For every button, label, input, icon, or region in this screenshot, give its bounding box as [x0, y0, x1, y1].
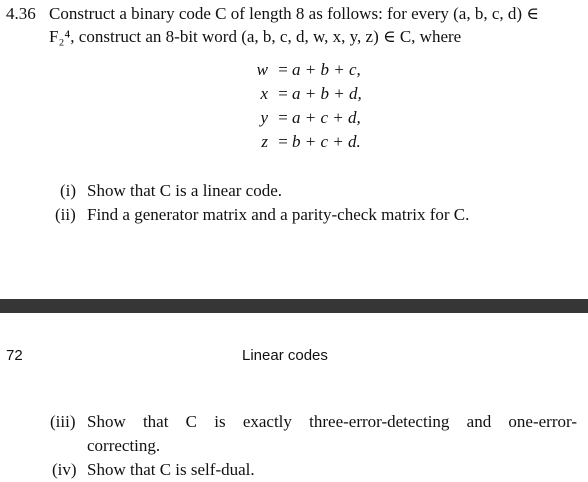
equation-lhs: w [256, 60, 268, 79]
equation-z [230, 132, 362, 156]
part-iii-text-line-2: correcting. [87, 436, 161, 455]
part-iv-text: Show that C is self-dual. [87, 460, 255, 479]
equation-y [230, 108, 362, 132]
equation-lhs: z [261, 132, 268, 151]
equation-rhs: a + c + d, [292, 108, 361, 127]
part-ii-label: (ii) [55, 205, 76, 224]
equation-equals: = [278, 60, 288, 79]
running-head: Linear codes [242, 347, 328, 364]
equation-rhs: a + b + c, [292, 60, 361, 79]
part-i-text: Show that C is a linear code. [87, 181, 282, 200]
part-iii-label: (iii) [50, 412, 76, 431]
part-ii-text: Find a generator matrix and a parity-check matrix for C. [87, 205, 470, 224]
equation-rhs: a + b + d, [292, 84, 362, 103]
equation-block [230, 60, 362, 156]
page-number: 72 [6, 347, 23, 364]
part-iv-label: (iv) [52, 460, 77, 479]
page-divider [0, 299, 588, 313]
problem-number: 4.36 [6, 4, 36, 23]
equation-equals: = [278, 132, 288, 151]
equation-lhs: x [260, 84, 268, 103]
equation-w [230, 60, 362, 84]
part-i-label: (i) [60, 181, 77, 200]
equation-rhs: b + c + d. [292, 132, 361, 151]
equation-equals: = [278, 108, 288, 127]
equation-lhs: y [260, 108, 268, 127]
problem-text-line-1: Construct a binary code C of length 8 as follows: for every (a, b, c, d) ∈ [49, 4, 539, 23]
part-iii-text-line-1: Show that C is exactly three-error-detecting and one-error- [87, 412, 577, 431]
equation-equals: = [278, 84, 288, 103]
problem-text-line-2: F₂⁴, construct an 8-bit word (a, b, c, d, w, x, y, z) ∈ C, where [49, 27, 462, 46]
equation-x [230, 84, 362, 108]
